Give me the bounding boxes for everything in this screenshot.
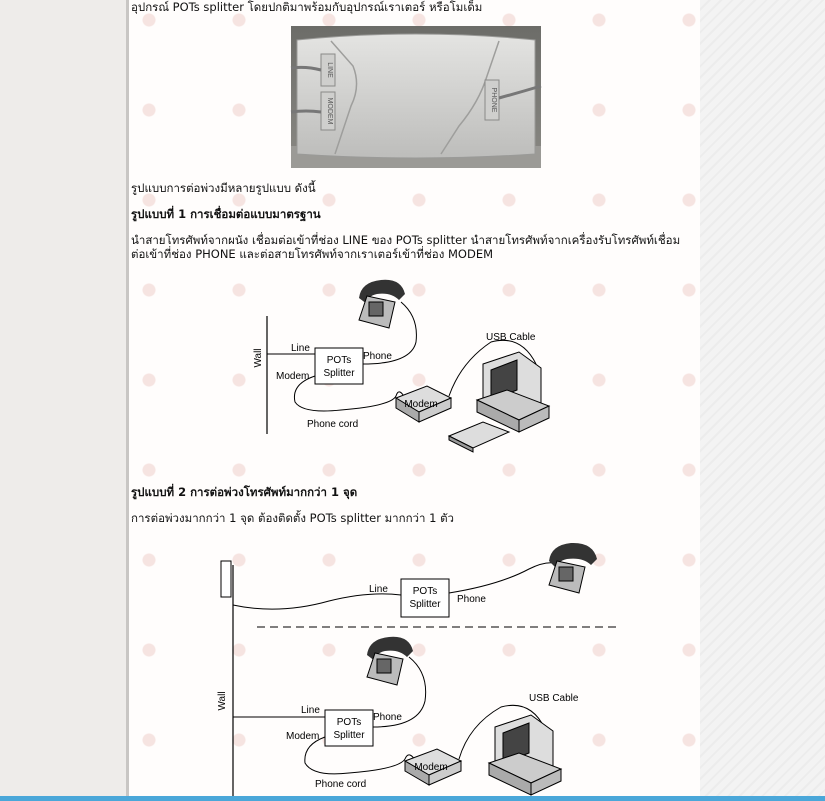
photo-label-line: LINE: [326, 62, 333, 78]
phone-cord-label: Phone cord: [315, 779, 367, 790]
article-content: [129, 0, 700, 801]
pots-splitter-photo: [291, 26, 541, 168]
phone-cable-top: [449, 563, 561, 593]
wall-label: Wall: [217, 691, 228, 711]
modem-port-label: Modem: [286, 731, 320, 742]
wall-jack: [221, 561, 231, 597]
line-label: Line: [291, 343, 310, 354]
phone-label: Phone: [363, 351, 392, 362]
telephone-icon: [367, 637, 413, 685]
phone-label-top: Phone: [457, 594, 486, 605]
line-label: Line: [301, 705, 320, 716]
line-cable-top: [233, 594, 401, 609]
keyboard-icon: [449, 422, 509, 452]
splitter-label: Splitter: [333, 730, 365, 741]
photo-label-phone: PHONE: [490, 87, 497, 113]
pots-label-top: POTs: [412, 586, 438, 597]
style1-desc-line1: นำสายโทรศัพท์จากผนัง เชื่อมต่อเข้าที่ช่อง LINE ของ POTs splitter นำสายโทรศัพท์จากเครื่องรับโทรศัพท์เชื่อม: [131, 233, 681, 247]
diagram-multi-phone-connection: [219, 545, 699, 801]
style2-heading: รูปแบบที่ 2 การต่อพ่วงโทรศัพท์มากกว่า 1 จุด: [131, 485, 358, 499]
bottom-scroll-bar: [0, 796, 825, 801]
modem-box-label: Modem: [414, 762, 448, 773]
modem-box-label: Modem: [404, 399, 438, 410]
photo-label-modem: MODEM: [326, 97, 333, 125]
modem-device-icon: [396, 386, 451, 422]
wall-label: Wall: [253, 348, 264, 368]
style2-desc: การต่อพ่วงมากกว่า 1 จุด ต้องติดตั้ง POTs splitter มากกว่า 1 ตัว: [131, 511, 455, 525]
phone-label: Phone: [373, 712, 402, 723]
computer-icon: [477, 352, 549, 432]
intro-text: อุปกรณ์ POTs splitter โดยปกติมาพร้อมกับอุปกรณ์เราเตอร์ หรือโมเด็ม: [131, 0, 483, 14]
pots-label: POTs: [326, 355, 352, 366]
phone-cord-label: Phone cord: [307, 419, 359, 430]
computer-icon: [489, 715, 561, 795]
usb-label: USB Cable: [529, 693, 579, 704]
telephone-icon-top: [549, 543, 597, 593]
pots-splitter-box-top: [401, 579, 449, 617]
usb-label: USB Cable: [486, 332, 536, 343]
style1-heading: รูปแบบที่ 1 การเชื่อมต่อแบบมาตรฐาน: [131, 207, 321, 221]
modem-device-icon: [405, 749, 461, 785]
splitter-label-top: Splitter: [409, 599, 441, 610]
modem-port-label: Modem: [276, 371, 310, 382]
page-right-background: [700, 0, 825, 801]
telephone-icon: [359, 280, 405, 328]
diagram-standard-connection: [251, 272, 561, 460]
splitter-label: Splitter: [323, 368, 355, 379]
connect-styles-text: รูปแบบการต่อพ่วงมีหลายรูปแบบ ดังนี้: [131, 181, 316, 195]
pots-label: POTs: [336, 717, 362, 728]
style1-desc-line2: ต่อเข้าที่ช่อง PHONE และต่อสายโทรศัพท์จากเราเตอร์เข้าที่ช่อง MODEM: [131, 247, 494, 261]
line-label-top: Line: [369, 584, 388, 595]
